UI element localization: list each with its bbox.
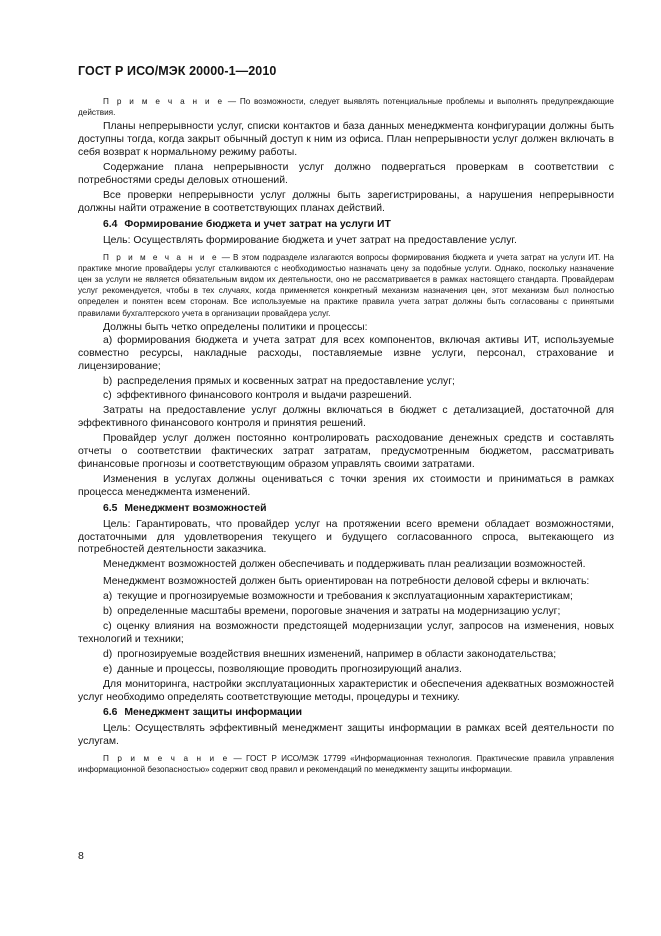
list-marker: a) [103,591,113,603]
list-marker: c) [103,390,112,402]
list-item-text: распределения прямых и косвенных затрат на предоставление услуг; [117,375,455,387]
list-item-text: оценку влияния на возможности предстоящей модернизации услуг, запросов на изменения, новых технологий и техники; [78,621,614,645]
section-title: Формирование бюджета и учет затрат на услуги ИТ [124,218,391,230]
note-security-standard [78,753,614,775]
list-marker: b) [103,375,113,387]
section-number: 6.6 [103,707,118,719]
note-label: П р и м е ч а н и е [103,97,225,106]
list-item [78,649,614,662]
page-content [78,94,614,779]
list-item [78,335,614,374]
section-goal-6-4: Цель: Осуществлять формирование бюджета и учет затрат на предоставление услуг. [103,234,517,246]
note-label: П р и м е ч а н и е [103,252,219,262]
paragraph-capacity-scope: Менеджмент возможностей должен быть ориентирован на потребности деловой сферы и включать: [103,576,590,588]
list-item [78,606,614,619]
paragraph-plans-availability: Планы непрерывности услуг, списки контактов и база данных менеджмента конфигурации должны быть доступны тогда, когда закрыт обычный доступ к ним из офиса. План непрерывности услуг должен включать в себя возврат к нормальному режиму работы. [78,121,614,159]
list-item-text: прогнозируемые воздействия внешних изменений, например в области законодательства; [117,648,557,660]
paragraph-policies-intro: Должны быть четко определены политики и процессы: [103,321,368,333]
list-item-text: определенные масштабы времени, пороговые значения и затраты на модернизацию услуг; [117,606,561,618]
list-marker: c) [103,621,112,632]
section-number: 6.5 [103,502,118,514]
list-item-text: формирования бюджета и учета затрат для всех компонентов, включая активы ИТ, используемые совместно ресурсы, накладные расходы, поставляемые извне услуги, персонал, страхование и лицензирование; [78,334,614,372]
note-text: — По возможности, следует выявлять потенциальные проблемы и выполнять предупреждающие действия. [78,97,614,118]
section-number: 6.4 [103,218,118,230]
list-marker: d) [103,648,113,660]
section-heading-6-4 [78,218,614,231]
standard-header: ГОСТ Р ИСО/МЭК 20000-1—2010 [78,64,277,78]
list-item-text: текущие и прогнозируемые возможности и требования к эксплуатационным характеристикам; [117,591,573,603]
list-marker: e) [103,663,113,675]
list-item-text: данные и процессы, позволяющие проводить прогнозирующий анализ. [117,663,462,675]
paragraph-plan-testing: Содержание плана непрерывности услуг должно подвергаться проверкам в соответствии с потребностями среды деловых отношений. [78,162,614,187]
list-item [78,664,614,677]
section-goal-6-6: Цель: Осуществлять эффективный менеджмент защиты информации в рамках всей деятельности по услугам. [78,723,614,748]
section-heading-6-6 [78,706,614,719]
list-item [78,376,614,389]
note-budgeting [78,252,614,319]
note-label: П р и м е ч а н и е [103,754,230,764]
paragraph-budget-costs: Затраты на предоставление услуг должны включаться в бюджет с детализацией, достаточной для эффективного финансового контроля и принятия решений. [78,405,614,430]
list-item-text: эффективного финансового контроля и выдачи разрешений. [116,390,412,402]
paragraph-spending-control: Провайдер услуг должен постоянно контролировать расходование денежных средств и составлять отчеты о соответствии фактических затрат затратам, предусмотренным бюджетом, рассматривать финансовые прогнозы и соответствующим образом управлять своими затратами. [78,433,614,470]
note-text: — ГОСТ Р ИСО/МЭК 17799 «Информационная технология. Практические правила управления информационной безопасностью» содержит свод правил и рекомендаций по менеджменту защиты информации. [78,754,614,775]
section-goal-6-5: Цель: Гарантировать, что провайдер услуг на протяжении всего времени обладает возможностями, достаточными для удовлетворения текущего и будущего согласованного спроса, вытекающего из потребностей деятельности заказчика. [78,518,614,556]
paragraph-tests-recorded: Все проверки непрерывности услуг должны быть зарегистрированы, а нарушения непрерывности должны найти отражение в соответствующих планах действий. [78,189,614,214]
list-item [78,390,614,403]
list-item [78,591,614,604]
paragraph-capacity-plan: Менеджмент возможностей должен обеспечивать и поддерживать план реализации возможностей. [103,559,586,571]
list-marker: a) [103,334,113,346]
paragraph-capacity-methods: Для мониторинга, настройки эксплуатационных характеристик и обеспечения адекватных возможностей услуг необходимо определять соответствующие методы, процедуры и технику. [78,678,614,703]
note-text: — В этом подразделе излагаются вопросы формирования бюджета и учета затрат на услуги ИТ. На практике многие провайдеры услуг сталкиваются с необходимостью назначать цену за подобные услуги. Однако, поскольку назначение цен за услуги не является обязательным видом их деятельности, оно не рассматривается в рамках настоящего стандарта. Провайдерам услуг рекомендуется, чтобы в тех случаях, когда применяется конкретный механизм назначения цен, этот механизм был полностью определен и понятен всем сторонам. Все используемые на практике правила учета затрат должны быть согласованы с принятыми правилами бухгалтерского учета в организации провайдера услуг. [78,252,614,318]
paragraph-change-costs: Изменения в услугах должны оцениваться с точки зрения их стоимости и приниматься в рамках процесса менеджмента изменений. [78,473,614,498]
section-title: Менеджмент возможностей [124,502,267,514]
list-marker: b) [103,606,113,618]
list-item [78,621,614,647]
note-preventive [78,96,614,118]
page-number: 8 [78,850,84,862]
section-title: Менеджмент защиты информации [124,707,302,719]
section-heading-6-5 [78,502,614,515]
